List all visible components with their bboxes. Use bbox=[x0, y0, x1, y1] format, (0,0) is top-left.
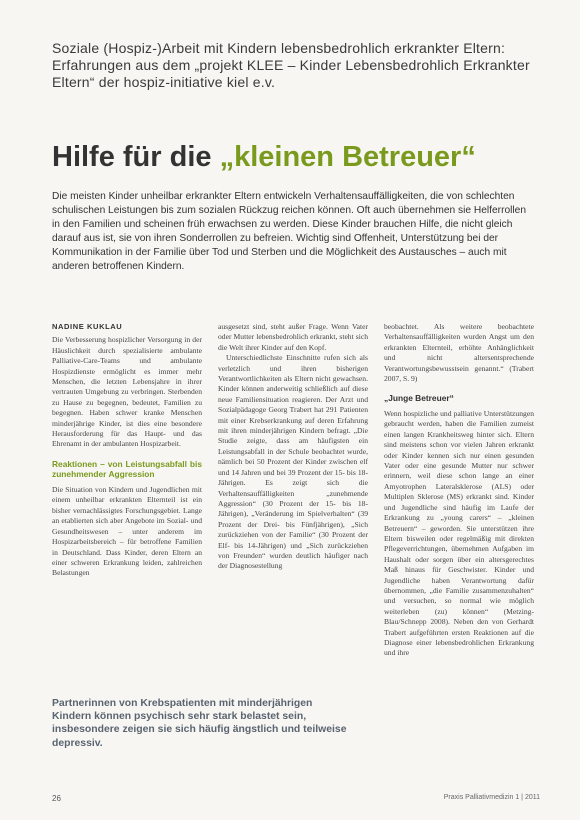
article-headline bbox=[52, 140, 552, 174]
body-column-2 bbox=[218, 322, 368, 572]
headline-accent: „kleinen Betreuer“ bbox=[219, 141, 476, 173]
section-subhead: Reaktionen – von Leistungsabfall bis zunehmender Aggression bbox=[52, 458, 202, 480]
body-paragraph: Die Verbesserung hospizlicher Versorgung in der Häuslichkeit durch spezialisierte ambulante Palliative-Care-Teams und ambulante Hospizdienste ermöglicht es immer mehr Menschen, die letzten Lebensjahre in ihrer vertrauten Umgebung zu verbringen. Sterbenden zu Hause zu begegnen, bedeutet, Familien zu begegnen. Haben schwer kranke Menschen minderjährige Kinder, ist dies eine besondere Herausforderung für das Haupt- und das Ehrenamt in der ambulanten Hospizarbeit. bbox=[52, 335, 202, 449]
headline-prefix: Hilfe für die bbox=[52, 141, 220, 173]
article-kicker: Soziale (Hospiz-)Arbeit mit Kindern lebensbedrohlich erkrankter Eltern: Erfahrungen aus dem „projekt KLEE – Kinder Lebensbedrohlich Erkrankter Eltern“ der hospiz-initiative kiel e.v. bbox=[52, 40, 530, 90]
running-footer: Praxis Palliativmedizin 1 | 2011 bbox=[443, 794, 540, 801]
author-name: NADINE KUKLAU bbox=[52, 322, 123, 331]
body-paragraph: Die Situation von Kindern und Jugendlichen mit einem unheilbar erkrankten Elternteil ist ein bisher vernachlässigtes Forschungsgebiet. Lange an etablierten sich aber Angebote im Sozial- und Gesundheitswesen – unter anderem im Hospizarbeitsbereich – für betroffene Familien in Deutschland. Dass Kinder, deren Eltern an einer schweren Erkrankung leiden, zahlreichen Belastungen bbox=[52, 485, 202, 578]
pull-quote: Partnerinnen von Krebspatienten mit minderjährigen Kindern können psychisch sehr stark belastet sein, insbesondere zeigen sie sich häufig ängstlich und teilweise depressiv. bbox=[52, 698, 347, 749]
body-column-3 bbox=[384, 322, 534, 659]
body-paragraph: Unterschiedlichste Einschnitte rufen sich als verletzlich und ihren bisherigen Verantwortlichkeiten als Eltern nicht gewachsen. Kinder können anderweitig schließlich auf diese neue Familiensituation reagieren. Der Arzt und Sozialpädagoge Georg Trabert hat 291 Patienten mit einer Krebserkrankung auf deren Erfahrung mit ihren minderjährigen Kindern befragt. „Die Studie zeigte, dass am häufigsten ein Leistungsabfall in der Schule beobachtet wurde, nämlich bei 50 Prozent der Kinder zwischen elf und 14 Jahren und bei 39 Prozent der 15- bis 18-Jährigen. Es zeigt sich die Verhaltensauffälligkeiten „zunehmende Aggression“ (30 Prozent der 15- bis 18-Jährigen), „Veränderung im Spielverhalten“ (39 Prozent der Drei- bis Fünfjährigen), „Sich zurückziehen von der Familie“ (30 Prozent der Elf- bis 14-Jährigen) und „Sich zurückziehen von Freunden“ wurden deutlich häufiger nach der Diagnosestellung bbox=[218, 353, 368, 571]
body-paragraph: beobachtet. Als weitere beobachtete Verhaltensauffälligkeiten wurden Angst um den erkrankten Elternteil, erhöhte Anhänglichkeit und nicht altersentsprechende Verantwortungsbewusstsein genannt.“ (Trabert 2007, S. 9) bbox=[384, 322, 534, 384]
body-column-1 bbox=[52, 322, 202, 579]
article-lead: Die meisten Kinder unheilbar erkrankter Eltern entwickeln Verhaltensauffälligkeiten, die von schlechten schulischen Leistungen bis zum sozialen Rückzug reichen können. Oft auch übernehmen sie Helferrollen in den Familien und scheinen früh erwachsen zu werden. Diese Kinder brauchen Hilfe, die nicht gleich darauf aus ist, sie von ihren Sonderrollen zu befreien. Wichtig sind Offenheit, Unterstützung bei der Kommunikation in der Familie über Tod und Sterben und die Möglichkeit des Austausches – auch mit anderen betroffenen Kindern. bbox=[52, 191, 526, 273]
body-paragraph: Wenn hospizliche und palliative Unterstützungen gebraucht werden, haben die Familien zumeist einen langen Krankheitsweg hinter sich. Eltern sind meistens schon vor vielen Jahren erkrankt oder Kinder kennen sich nur einen gesunden Vater oder eine gesunde Mutter nur schwer erinnern, weil diese schon lange an einer Amyotrophen Lateralsklerose (ALS) oder Multiplen Sklerose (MS) erkrankt sind. Kinder und Jugendliche sind häufig im Laufe der Erkrankung zu „young carers“ – „kleinen Betreuern“ – geworden. Sie unterstützen ihre Eltern bisweilen oder regelmäßig mit direkten Pflegeverrichtungen, übernehmen Aufgaben im Haushalt oder sorgen über ein altersgerechtes Maß hinaus für Geschwister. Kinder und Jugendliche haben Verantwortung dafür übernommen, „die Familie zusammenzuhalten“ und versuchen, so normal wie möglich weiterleben (zu) können“ (Metzing-Blau/Schnepp 2008). Neben den von Gerhardt Trabert aufgeführten ersten Reaktionen auf die Diagnose einer lebensbedrohlichen Erkrankung und ihre bbox=[384, 409, 534, 658]
section-subhead: „Junge Betreuer“ bbox=[384, 393, 454, 404]
body-paragraph: ausgesetzt sind, steht außer Frage. Wenn Vater oder Mutter lebensbedrohlich erkrankt, steht sich die Welt ihrer Kinder auf den Kopf. bbox=[218, 322, 368, 352]
page-number: 26 bbox=[52, 794, 61, 803]
